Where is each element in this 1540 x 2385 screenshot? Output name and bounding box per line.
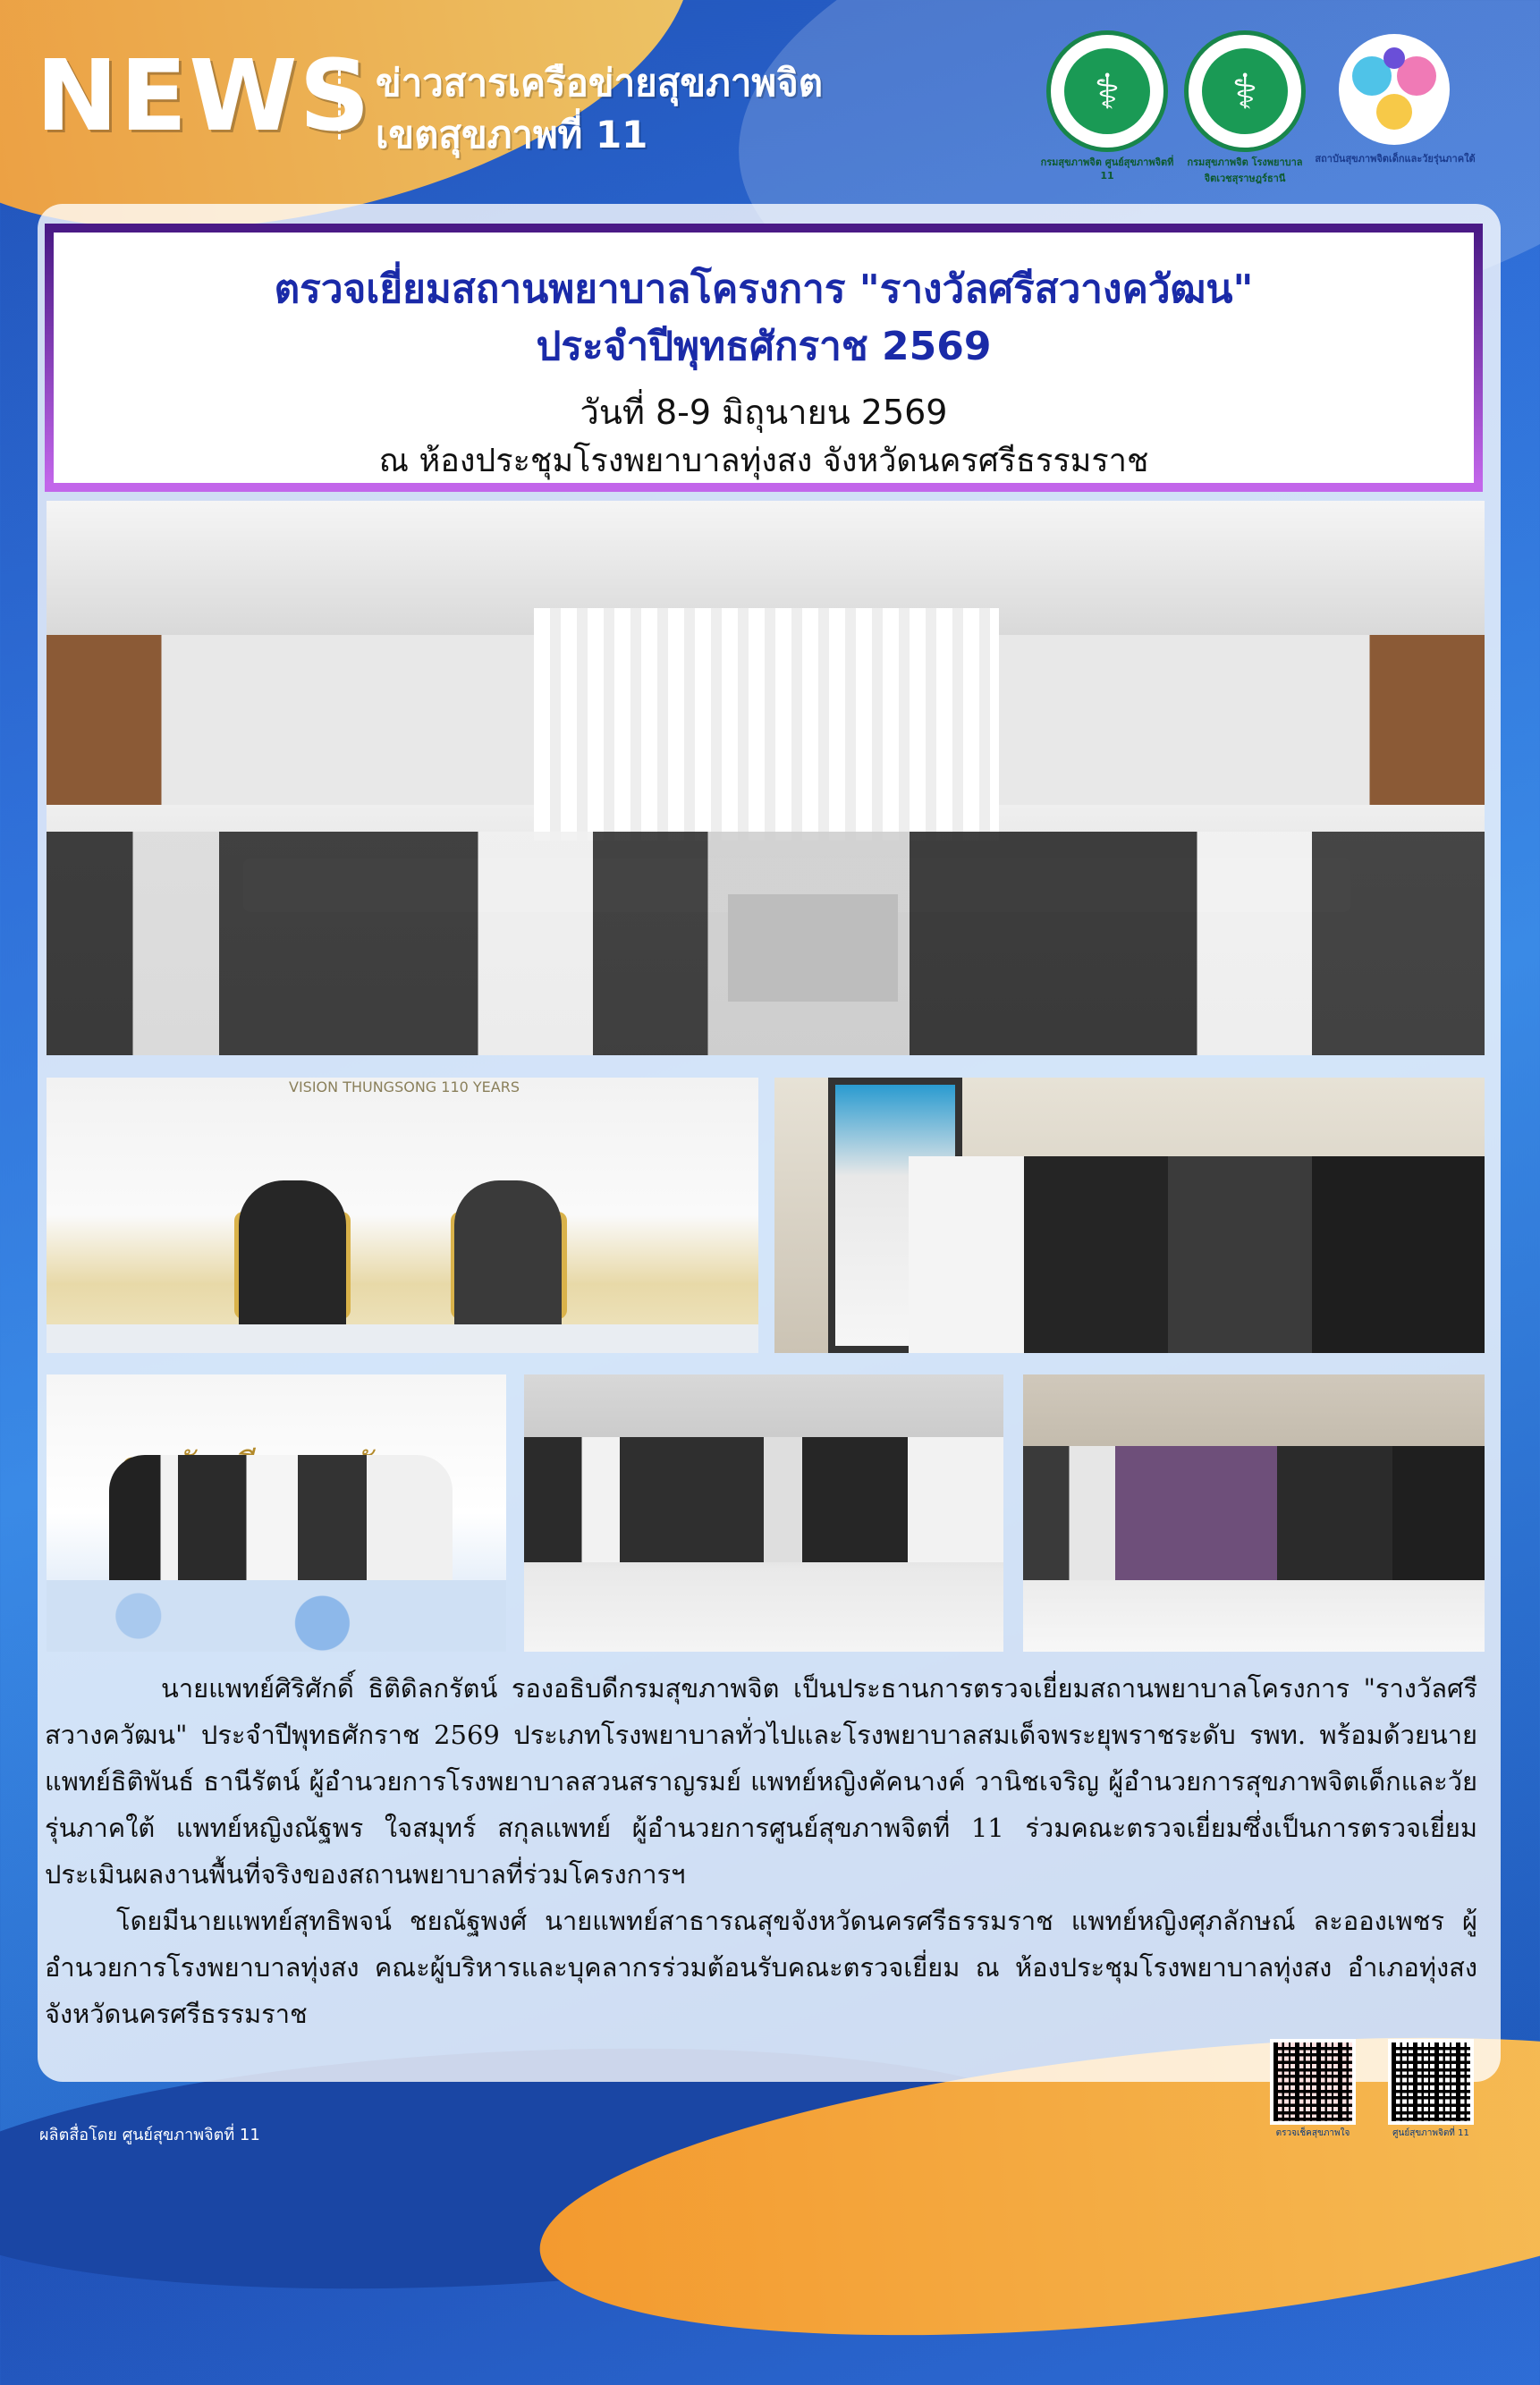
header-title-line1: ข่าวสารเครือข่ายสุขภาพจิต — [376, 61, 823, 105]
child-mental-health-logo — [1318, 27, 1470, 161]
logo2-caption: กรมสุขภาพจิต โรงพยาบาลจิตเวชสุราษฎร์ธานี — [1187, 156, 1303, 184]
group-photo — [47, 1374, 506, 1652]
article-paragraph-1: นายแพทย์ศิริศักดิ์ ธิติดิลกรัตน์ รองอธิบดีกรมสุขภาพจิต เป็นประธานการตรวจเยี่ยมสถานพยาบาลโครงการ "รางวัลศรีสวางควัฒน" ประจำปีพุทธศักราช 2569 ประเภทโรงพยาบาลทั่วไปและโรงพยาบาลสมเด็จพระยุพราชระดับ รพท. พร้อมด้วยนายแพทย์ธิติพันธ์ ธานีรัตน์ ผู้อำนวยการโรงพยาบาลสวนสราญรมย์ แพทย์หญิงคัคนางค์ วานิชเจริญ ผู้อำนวยการสุขภาพจิตเด็กและวัยรุ่นภาคใต้ แพทย์หญิงณัฐพร ใจสมุทร์ สกุลแพทย์ ผู้อำนวยการศูนย์สุขภาพจิตที่ 11 ร่วมคณะตรวจเยี่ยมซึ่งเป็นการตรวจเยี่ยมประเมินผลงานพื้นที่จริงของสถานพยาบาลที่ร่วมโครงการฯ — [45, 1673, 1477, 1890]
moph-logo-1 — [1046, 30, 1168, 152]
header-divider — [338, 63, 341, 140]
moph-logo-2 — [1184, 30, 1306, 152]
title-box — [45, 224, 1483, 492]
logo1-caption: กรมสุขภาพจิต ศูนย์สุขภาพจิตที่ 11 — [1040, 156, 1174, 182]
caduceus-icon: ⚕ — [1064, 48, 1150, 134]
qr1-caption: ตรวจเช็คสุขภาพใจ — [1275, 2128, 1350, 2138]
vision-banner: VISION THUNGSONG 110 YEARS — [289, 1078, 520, 1095]
footer-credit: ผลิตสื่อโดย ศูนย์สุขภาพจิตที่ 11 — [39, 2126, 260, 2144]
logo3-caption: สถาบันสุขภาพจิตเด็กและวัยรุ่นภาคใต้ — [1315, 153, 1476, 165]
kiosk-visit-photo — [774, 1078, 1485, 1353]
qr-code-mental-check[interactable] — [1270, 2039, 1356, 2125]
qr-code-center[interactable] — [1388, 2039, 1474, 2125]
article-body — [45, 1665, 1477, 2037]
headline-line2: ประจำปีพุทธศักราช 2569 — [536, 324, 992, 369]
header-title-line2: เขตสุขภาพที่ 11 — [376, 113, 648, 156]
caduceus-icon: ⚕ — [1202, 48, 1288, 134]
event-venue: ณ ห้องประชุมโรงพยาบาลทุ่งสง จังหวัดนครศรีธรรมราช — [378, 443, 1149, 479]
meeting-room-photo — [47, 501, 1485, 1055]
speaker-photo — [1023, 1374, 1485, 1652]
executives-photo — [47, 1078, 758, 1353]
news-label: NEWS — [36, 38, 372, 153]
discussion-photo — [524, 1374, 1003, 1652]
headline-line1: ตรวจเยี่ยมสถานพยาบาลโครงการ "รางวัลศรีสวางควัฒน" — [274, 266, 1254, 312]
qr2-caption: ศูนย์สุขภาพจิตที่ 11 — [1392, 2128, 1469, 2138]
article-paragraph-2: โดยมีนายแพทย์สุทธิพจน์ ชยณัฐพงศ์ นายแพทย์สาธารณสุขจังหวัดนครศรีธรรมราช แพทย์หญิงศุภลักษณ์ ละอองเพชร ผู้อำนวยการโรงพยาบาลทุ่งสง คณะผู้บริหารและบุคลากรร่วมต้อนรับคณะตรวจเยี่ยม ณ ห้องประชุมโรงพยาบาลทุ่งสง อำเภอทุ่งสง จังหวัดนครศรีธรรมราช — [45, 1906, 1477, 2029]
event-date: วันที่ 8-9 มิถุนายน 2569 — [580, 393, 948, 432]
